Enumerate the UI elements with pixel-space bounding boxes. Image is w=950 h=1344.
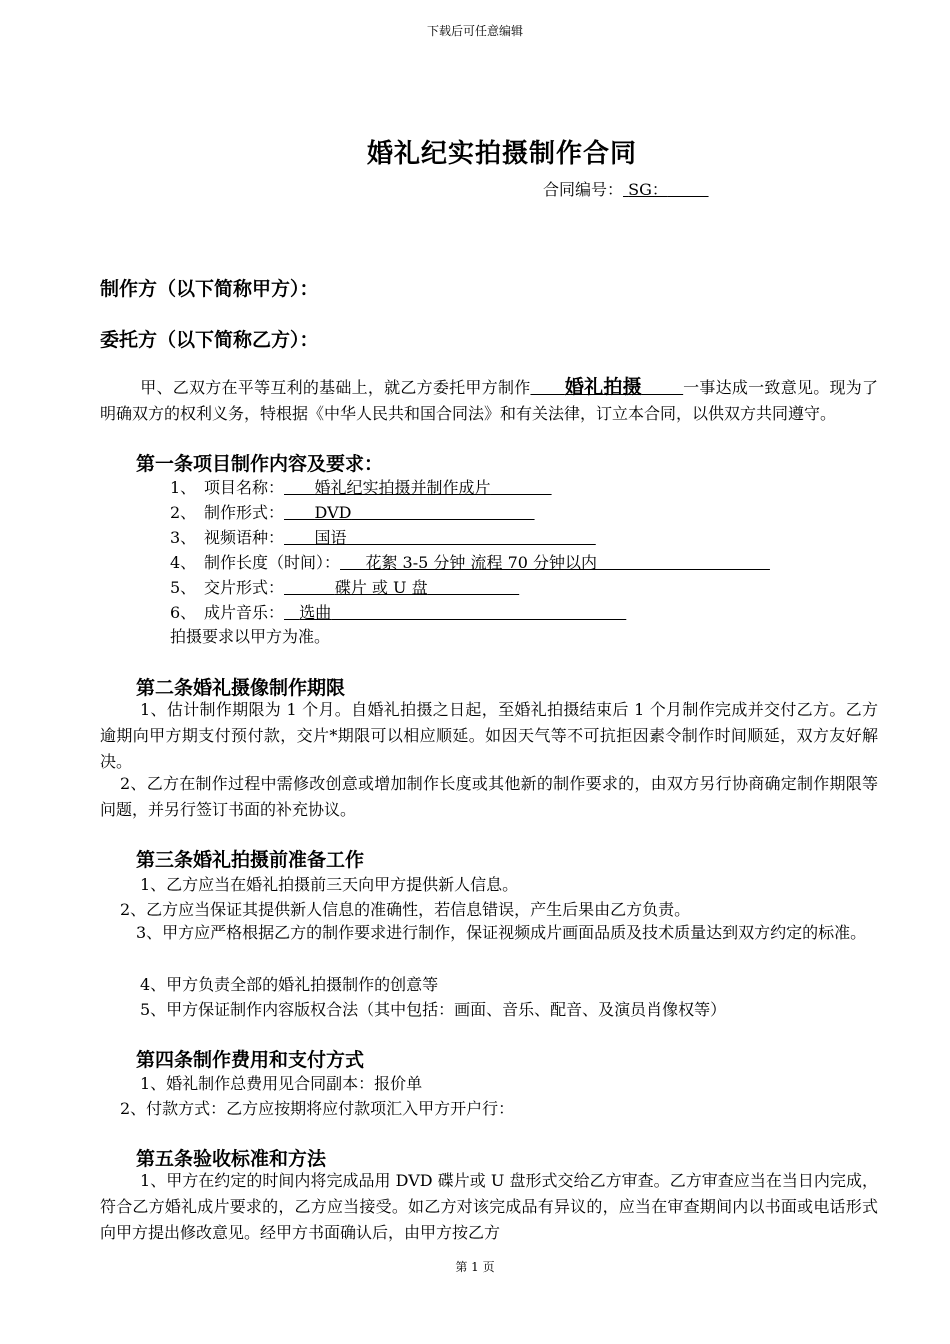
- article4-clause-1: 1、婚礼制作总费用见合同副本：报价单: [140, 1074, 423, 1093]
- article2-title: 第二条婚礼摄像制作期限: [136, 677, 346, 699]
- contract-number-value: SG：: [628, 180, 668, 199]
- article1-item: 2、 制作形式： DVD: [170, 503, 352, 522]
- contract-title: 婚礼纪实拍摄制作合同: [366, 139, 637, 169]
- article1-title: 第一条项目制作内容及要求：: [136, 453, 384, 475]
- article1-item: 6、 成片音乐： 选曲: [170, 603, 332, 622]
- article3-clause-5: 5、甲方保证制作内容版权合法（其中包括：画面、音乐、配音、及演员肖像权等）: [140, 1000, 727, 1019]
- article3-title: 第三条婚礼拍摄前准备工作: [136, 849, 365, 871]
- party-b-label: 委托方（以下简称乙方）：: [100, 329, 319, 351]
- intro-paragraph: 甲、乙双方在平等互利的基础上，就乙方委托甲方制作 婚礼拍摄 一事达成一致意见。现为了明确双方的权利义务，特根据《中华人民共和国合同法》和有关法律，订立本合同，以供双方共同遵守。: [100, 376, 878, 423]
- article1-item: 1、 项目名称： 婚礼纪实拍摄并制作成片: [170, 478, 491, 497]
- article3-clause-1: 1、乙方应当在婚礼拍摄前三天向甲方提供新人信息。: [140, 875, 519, 894]
- article3-clause-2: 2、乙方应当保证其提供新人信息的准确性，若信息错误，产生后果由乙方负责。: [120, 900, 691, 919]
- contract-number: [543, 177, 709, 200]
- article1-item: 4、 制作长度（时间）： 花絮 3-5 分钟 流程 70 分钟以内: [170, 553, 598, 572]
- article1-item: 3、 视频语种： 国语: [170, 528, 347, 547]
- intro-blank: 婚礼拍摄: [564, 376, 642, 398]
- article1-note: 拍摄要求以甲方为准。: [170, 627, 331, 646]
- article5-title: 第五条验收标准和方法: [136, 1148, 327, 1170]
- article1-item: 5、 交片形式： 碟片 或 U 盘: [170, 578, 428, 597]
- article3-clause-4: 4、甲方负责全部的婚礼拍摄制作的创意等: [140, 975, 439, 994]
- article4-title: 第四条制作费用和支付方式: [136, 1049, 365, 1071]
- contract-number-label: 合同编号：: [543, 180, 624, 199]
- article3-clause-3: 3、甲方应严格根据乙方的制作要求进行制作，保证视频成片画面品质及技术质量达到双方约定的标准。: [136, 923, 867, 942]
- article2-clause-2: 2、乙方在制作过程中需修改创意或增加制作长度或其他新的制作要求的，由双方另行协商确定制作期限等问题，并另行签订书面的补充协议。: [100, 774, 878, 819]
- article5-clause-1: 1、甲方在约定的时间内将完成品用 DVD 碟片或 U 盘形式交给乙方审查。乙方审查应当在当日内完成，符合乙方婚礼成片要求的，乙方应当接受。如乙方对该完成品有异议的，应当在审查期间内以书面或电话形式向甲方提出修改意见。经甲方书面确认后，由甲方按乙方: [100, 1171, 878, 1242]
- page-number: 第 1 页: [455, 1260, 495, 1274]
- party-a-label: 制作方（以下简称甲方）：: [100, 278, 319, 300]
- header-note: 下载后可任意编辑: [426, 24, 523, 38]
- article4-clause-2: 2、付款方式：乙方应按期将应付款项汇入甲方开户行：: [120, 1099, 515, 1118]
- article2-clause-1: 1、估计制作期限为 1 个月。自婚礼拍摄之日起，至婚礼拍摄结束后 1 个月制作完成并交付乙方。乙方逾期向甲方期支付预付款，交片*期限可以相应顺延。如因天气等不可抗拒因素令制作时间顺延，双方友好解决。: [100, 700, 878, 771]
